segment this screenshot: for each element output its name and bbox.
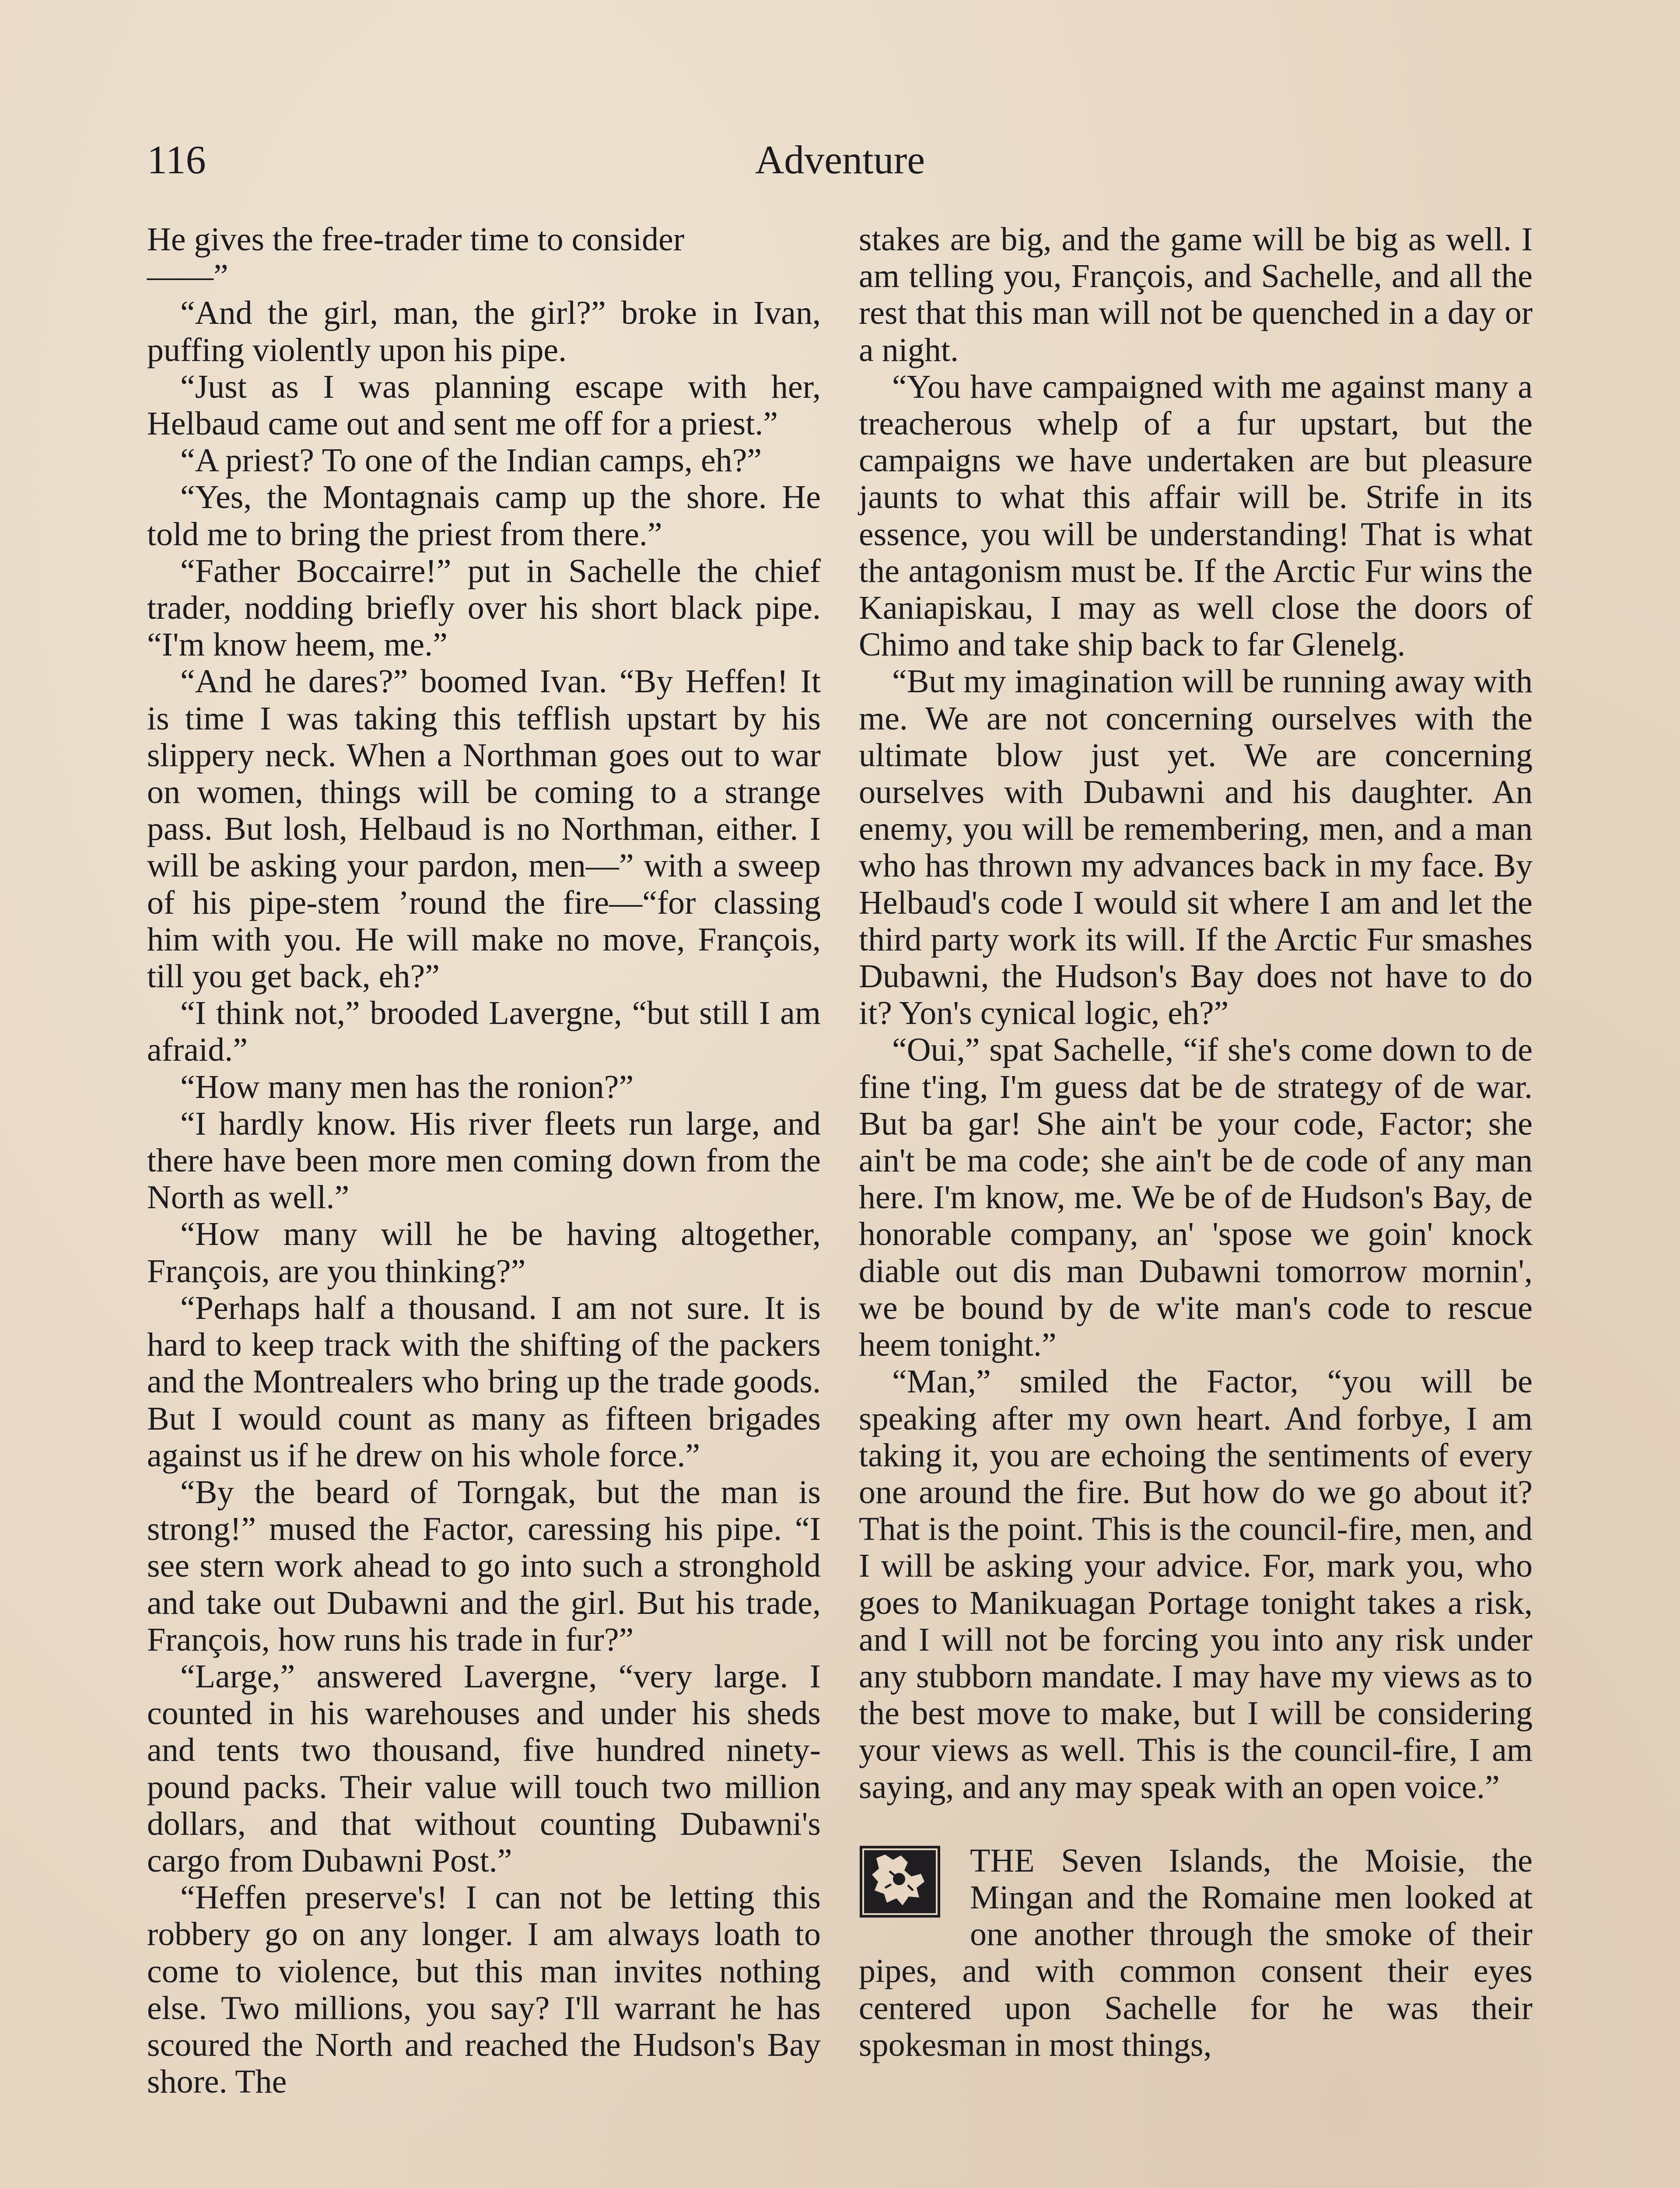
left-column [147,221,821,2100]
paragraph: “Just as I was planning escape with her, Helbaud came out and sent me off for a priest.” [147,368,821,442]
section-opening-paragraph: THE Seven Islands, the Moisie, the Mingan and the Romaine men looked at one another through the smoke of their pipes, and with common consent their eyes centered upon Sachelle for he was their spokesman in most things, [859,1842,1533,2063]
paragraph: “A priest? To one of the Indian camps, eh?” [180,442,762,479]
paragraph: “By the beard of Torngak, but the man is strong!” mused the Factor, caressing his pipe. “I see stern work ahead to go into such a stronghold and take out Dubawni and the girl. But his trade, François, how runs his trade in fur?” [147,1473,821,1658]
right-column [859,221,1533,2063]
page-number: 116 [147,137,206,182]
paragraph: “Man,” smiled the Factor, “you will be speaking after my own heart. And forbye, I am taking it, you are echoing the sentiments of every one around the fire. But how do we go about it? That is the point. This is the council-fire, men, and I will be asking your advice. For, mark you, who goes to Manikuagan Portage tonight takes a risk, and I will not be forcing you into any risk under any stubborn mandate. I may have my views as to the best move to make, but I will be considering your views as well. This is the council-fire, I am saying, and any may speak with an open voice.” [859,1363,1533,1806]
paragraph: “Father Boccairre!” put in Sachelle the chief trader, nodding briefly over his short black pipe. “I'm know heem, me.” [147,552,821,663]
paragraph: “Heffen preserve's! I can not be letting this robbery go on any longer. I am always loath to come to violence, but this man invites nothing else. Two millions, you say? I'll warrant he has scoured the North and reached the Hudson's Bay shore. The [147,1879,821,2100]
paragraph: He gives the free-trader time to consider ——” [147,221,685,295]
paragraph: “How many men has the ronion?” [180,1068,634,1105]
paragraph: “But my imagination will be running away with me. We are not concerning ourselves with the ultimate blow just yet. We are concerning ourselves with Dubawni and his daughter. An enemy, you will be remembering, men, and a man who has thrown my advances back in my face. By Helbaud's code I would sit where I am and let the third party work its will. If the Arctic Fur smashes Dubawni, the Hudson's Bay does not have to do it? Yon's cynical logic, eh?” [859,663,1533,1032]
paragraph: stakes are big, and the game will be big as well. I am telling you, François, and Sachelle, and all the rest that this man will not be quenched in a day or a night. [859,221,1533,368]
running-head [147,131,1533,188]
paragraph: “Oui,” spat Sachelle, “if she's come down to de fine t'ing, I'm guess dat be de strategy of de war. But ba gar! She ain't be your code, Factor; she ain't be ma code; she ain't be de code of any man here. I'm know, me. We be of de Hudson's Bay, de honorable company, an' 'spose we goin' knock diable out dis man Dubawni tomorrow mornin', we be bound by de w'ite man's code to rescue heem tonight.” [859,1031,1533,1364]
paragraph: “I think not,” brooded Lavergne, “but still I am afraid.” [147,995,821,1069]
woodcut-ornament-icon [859,1845,941,1918]
paragraph: “Large,” answered Lavergne, “very large. I counted in his warehouses and under his sheds and tents two thousand, five hundred ninety-pound packs. Their value will touch two million dollars, and that without counting Dubawni's cargo from Dubawni Post.” [147,1658,821,1879]
paragraph: “And the girl, man, the girl?” broke in Ivan, puffing violently upon his pipe. [147,295,821,368]
paragraph: “How many will he be having altogether, François, are you thinking?” [147,1216,821,1290]
paragraph: “Yes, the Montagnais camp up the shore. He told me to bring the priest from there.” [147,479,821,553]
paragraph: “I hardly know. His river fleets run large, and there have been more men coming down from the North as well.” [147,1105,821,1216]
magazine-title: Adventure [755,137,925,182]
paragraph: “Perhaps half a thousand. I am not sure. It is hard to keep track with the shifting of the packers and the Montrealers who bring up the trade goods. But I would count as many as fifteen brigades against us if he drew on his whole force.” [147,1289,821,1474]
paragraph: “And he dares?” boomed Ivan. “By Heffen! It is time I was taking this tefflish upstart by his slippery neck. When a Northman goes out to war on women, things will be coming to a strange pass. But losh, Helbaud is no Northman, either. I will be asking your pardon, men—” with a sweep of his pipe-stem ’round the fire—“for classing him with you. He will make no move, François, till you get back, eh?” [147,663,821,995]
section-break [859,1842,1533,2063]
paragraph: “You have campaigned with me against many a treacherous whelp of a fur upstart, but the campaigns we have undertaken are but pleasure jaunts to what this affair will be. Strife in its essence, you will be understanding! That is what the antagonism must be. If the Arctic Fur wins the Kaniapiskau, I may as well close the doors of Chimo and take ship back to far Glenelg. [859,368,1533,663]
